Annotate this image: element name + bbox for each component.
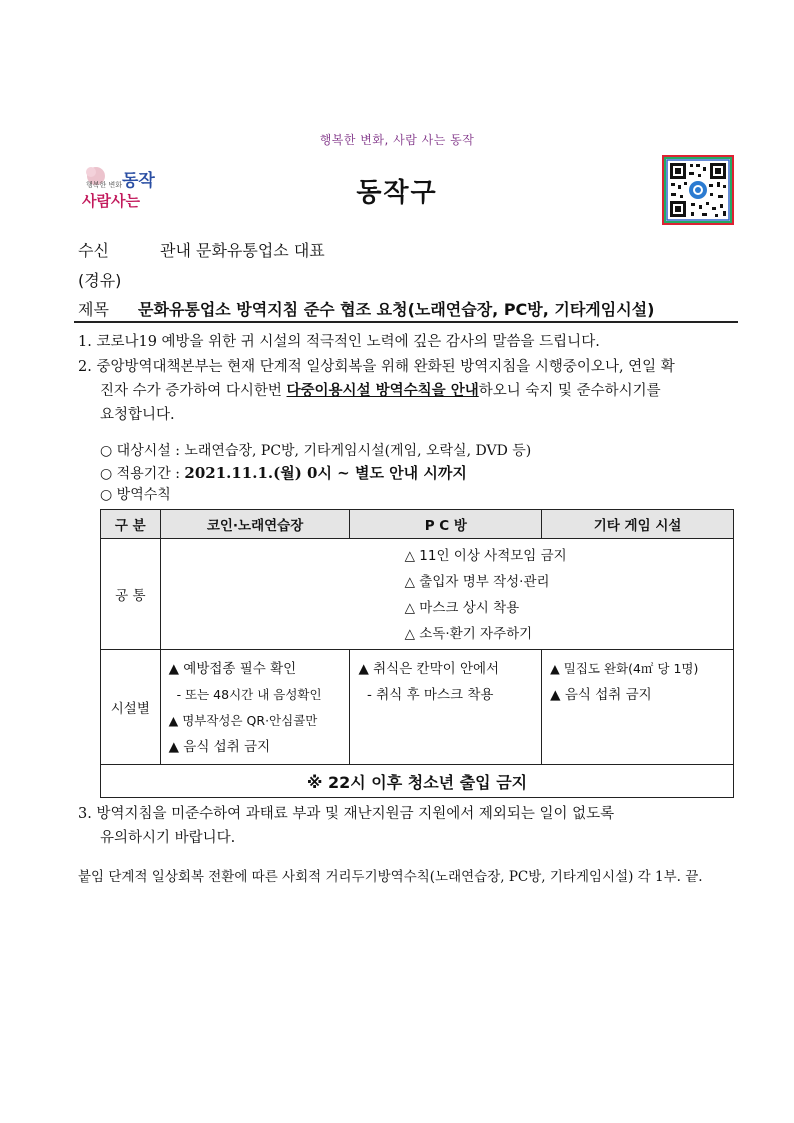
coin-rule-item: ▲ 예방접종 필수 확인: [168, 661, 297, 677]
pc-room-rules: [350, 650, 542, 765]
header-other-games: 기타 게임 시설: [542, 510, 734, 539]
curfew-notice: ※ 22시 이후 청소년 출입 금지: [101, 765, 734, 798]
common-rule-item: △ 11인 이상 사적모임 금지: [404, 548, 567, 564]
common-rule-item: △ 마스크 상시 착용: [404, 600, 520, 616]
game-rule-item: ▲ 음식 섭취 금지: [550, 687, 652, 703]
logo-sub-text: 사람사는: [82, 192, 140, 210]
rules-table: [100, 509, 734, 798]
paragraph-2-pre: 진자 수가 증가하여 다시한번: [100, 383, 287, 399]
paragraph-3-line-2: 유의하시기 바랍니다.: [100, 830, 236, 846]
pc-rule-item: ▲ 취식은 칸막이 안에서: [358, 661, 500, 677]
common-rules: [160, 539, 733, 650]
bullet-rules: ○ 방역수칙: [100, 487, 171, 503]
header-category: 구 분: [101, 510, 161, 539]
header-divider: [74, 321, 738, 323]
paragraph-2-line-3: 요청합니다.: [100, 407, 175, 423]
paragraph-2-line-1: 2. 중앙방역대책본부는 현재 단계적 일상회복을 위해 완화된 방역지침을 시행중이오나, 연일 확: [78, 359, 675, 375]
attachment-note: 붙임 단계적 일상회복 전환에 따른 사회적 거리두기방역수칙(노래연습장, PC방, 기타게임시설) 각 1부. 끝.: [78, 869, 703, 885]
table-header-row: [101, 510, 734, 539]
slogan: 행복한 변화, 사람 사는 동작: [319, 133, 475, 147]
subject-label: 제목: [78, 300, 109, 319]
paragraph-1: 1. 코로나19 예방을 위한 귀 시설의 적극적인 노력에 깊은 감사의 말씀을 드립니다.: [78, 334, 600, 350]
via-label: (경유): [78, 271, 122, 290]
coin-rule-item: ▲ 음식 섭취 금지: [168, 739, 271, 755]
bullet-period: [100, 462, 467, 483]
qr-code-icon: [662, 155, 734, 225]
table-row-notice: [101, 765, 734, 798]
header-pc-room: P C 방: [350, 510, 542, 539]
header-coin-karaoke: 코인·노래연습장: [160, 510, 350, 539]
coin-rule-item: ▲ 명부작성은 QR·안심콜만: [168, 713, 318, 728]
recipient-value: 관내 문화유통업소 대표: [160, 241, 325, 260]
coin-rule-item: - 또는 48시간 내 음성확인: [168, 687, 322, 702]
common-rule-item: △ 출입자 명부 작성·관리: [404, 574, 550, 590]
table-row-facility: [101, 650, 734, 765]
pc-rule-item: - 취식 후 마스크 착용: [358, 687, 494, 703]
common-label: 공 통: [101, 539, 161, 650]
bullet-period-value: 2021.11.1.(월) 0시 ~ 별도 안내 시까지: [184, 464, 467, 482]
common-rule-item: △ 소독·환기 자주하기: [404, 626, 533, 642]
logo-big-text: 동작: [122, 171, 155, 191]
logo-small-text: 행복한 변화: [86, 181, 123, 189]
coin-karaoke-rules: [160, 650, 350, 765]
other-games-rules: [542, 650, 734, 765]
paragraph-2-post: 하오니 숙지 및 준수하시기를: [478, 383, 661, 399]
facility-label: 시설별: [101, 650, 161, 765]
table-row-common: [101, 539, 734, 650]
recipient-label: 수신: [78, 241, 109, 260]
paragraph-2-line-2: [100, 379, 661, 403]
bullet-period-label: ○ 적용기간 :: [100, 466, 185, 482]
paragraph-2-emphasis: 다중이용시설 방역수칙을 안내: [286, 382, 479, 399]
subject-value: 문화유통업소 방역지침 준수 협조 요청(노래연습장, PC방, 기타게임시설): [138, 300, 655, 319]
paragraph-3-line-1: 3. 방역지침을 미준수하여 과태료 부과 및 재난지원금 지원에서 제외되는 일이 없도록: [78, 806, 615, 822]
bullet-target-facilities: ○ 대상시설 : 노래연습장, PC방, 기타게임시설(게임, 오락실, DVD 등): [100, 443, 532, 459]
organization-name: 동작구: [356, 178, 438, 208]
game-rule-item: ▲ 밀집도 완화(4㎡ 당 1명): [550, 661, 699, 676]
